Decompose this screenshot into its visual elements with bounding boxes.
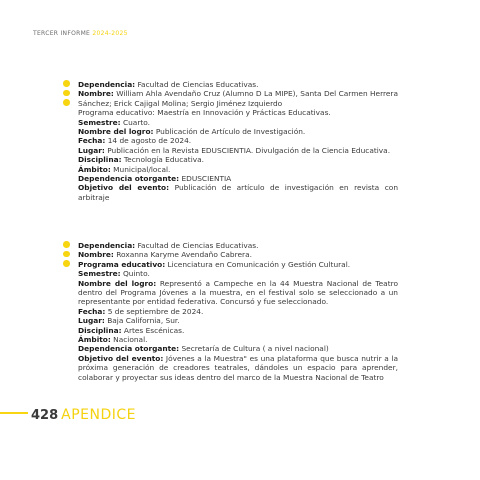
bullet-dot — [63, 80, 70, 87]
bullet-dot — [63, 260, 70, 267]
field-nombre: Nombre: Roxanna Karyme Avendaño Cabrera. — [78, 250, 252, 260]
bullet-dot — [63, 90, 70, 97]
section-title: APENDICE — [61, 407, 137, 423]
field-semestre: Semestre: Cuarto. — [78, 117, 150, 127]
field-ambito: Ámbito: Municipal/local. — [78, 164, 171, 174]
bullet-dot — [63, 241, 70, 248]
entry-2 — [78, 241, 398, 382]
entry-1 — [78, 80, 398, 202]
field-fecha: Fecha: 5 de septiembre de 2024. — [78, 306, 204, 316]
bullet-dot — [63, 251, 70, 258]
field-semestre: Semestre: Quinto. — [78, 269, 150, 279]
field-nombre: Nombre: William Ahla Avendaño Cruz (Alumno D La MIPE), Santa Del Carmen Herrera Sánchez; Erick Cajigal Molina; Sergio Jiménez Izquierdo — [78, 89, 398, 108]
page-footer — [31, 404, 136, 423]
bullet-group — [63, 80, 70, 109]
field-logro: Nombre del logro: Publicación de Artículo de Investigación. — [78, 127, 306, 137]
bullet-dot — [63, 99, 70, 106]
field-logro: Nombre del logro: Representó a Campeche en la 44 Muestra Nacional de Teatro dentro del Programa Jóvenes a la muestra, en el festival solo se seleccionado a un representante por entidad federativa. Concursó y fue seleccionado. — [78, 278, 398, 307]
field-lugar: Lugar: Publicación en la Revista EDUSCIENTIA. Divulgación de la Ciencia Educativa. — [78, 145, 391, 155]
field-dependencia: Dependencia: Facultad de Ciencias Educativas. — [78, 241, 259, 250]
field-disciplina: Disciplina: Artes Escénicas. — [78, 325, 185, 335]
field-programa: Programa educativo: Licenciatura en Comunicación y Gestión Cultural. — [78, 259, 351, 269]
footer-rule — [0, 412, 28, 414]
field-disciplina: Disciplina: Tecnología Educativa. — [78, 155, 205, 165]
field-objetivo: Objetivo del evento: Publicación de artículo de investigación en revista con arbitraje — [78, 183, 398, 202]
field-dependencia: Dependencia: Facultad de Ciencias Educativas. — [78, 80, 259, 89]
field-ambito: Ámbito: Nacional. — [78, 335, 148, 345]
field-otorgante: Dependencia otorgante: Secretaría de Cultura ( a nivel nacional) — [78, 344, 329, 354]
header-years: 2024-2025 — [92, 30, 128, 37]
bullet-group — [63, 241, 70, 270]
field-programa: Programa educativo: Maestría en Innovación y Prácticas Educativas. — [78, 108, 331, 118]
page-number: 428 — [31, 408, 59, 423]
page-header — [33, 30, 128, 37]
field-lugar: Lugar: Baja California, Sur. — [78, 316, 180, 326]
field-otorgante: Dependencia otorgante: EDUSCIENTIA — [78, 174, 232, 184]
header-prefix: TERCER INFORME — [33, 30, 93, 37]
field-objetivo: Objetivo del evento: Jóvenes a la Muestra" es una plataforma que busca nutrir a la próxima generación de creadores teatrales, dándoles un espacio para aprender, colaborar y proyectar sus ideas dentro del marco de la Muestra Nacional de Teatro — [78, 353, 398, 382]
field-fecha: Fecha: 14 de agosto de 2024. — [78, 136, 192, 146]
